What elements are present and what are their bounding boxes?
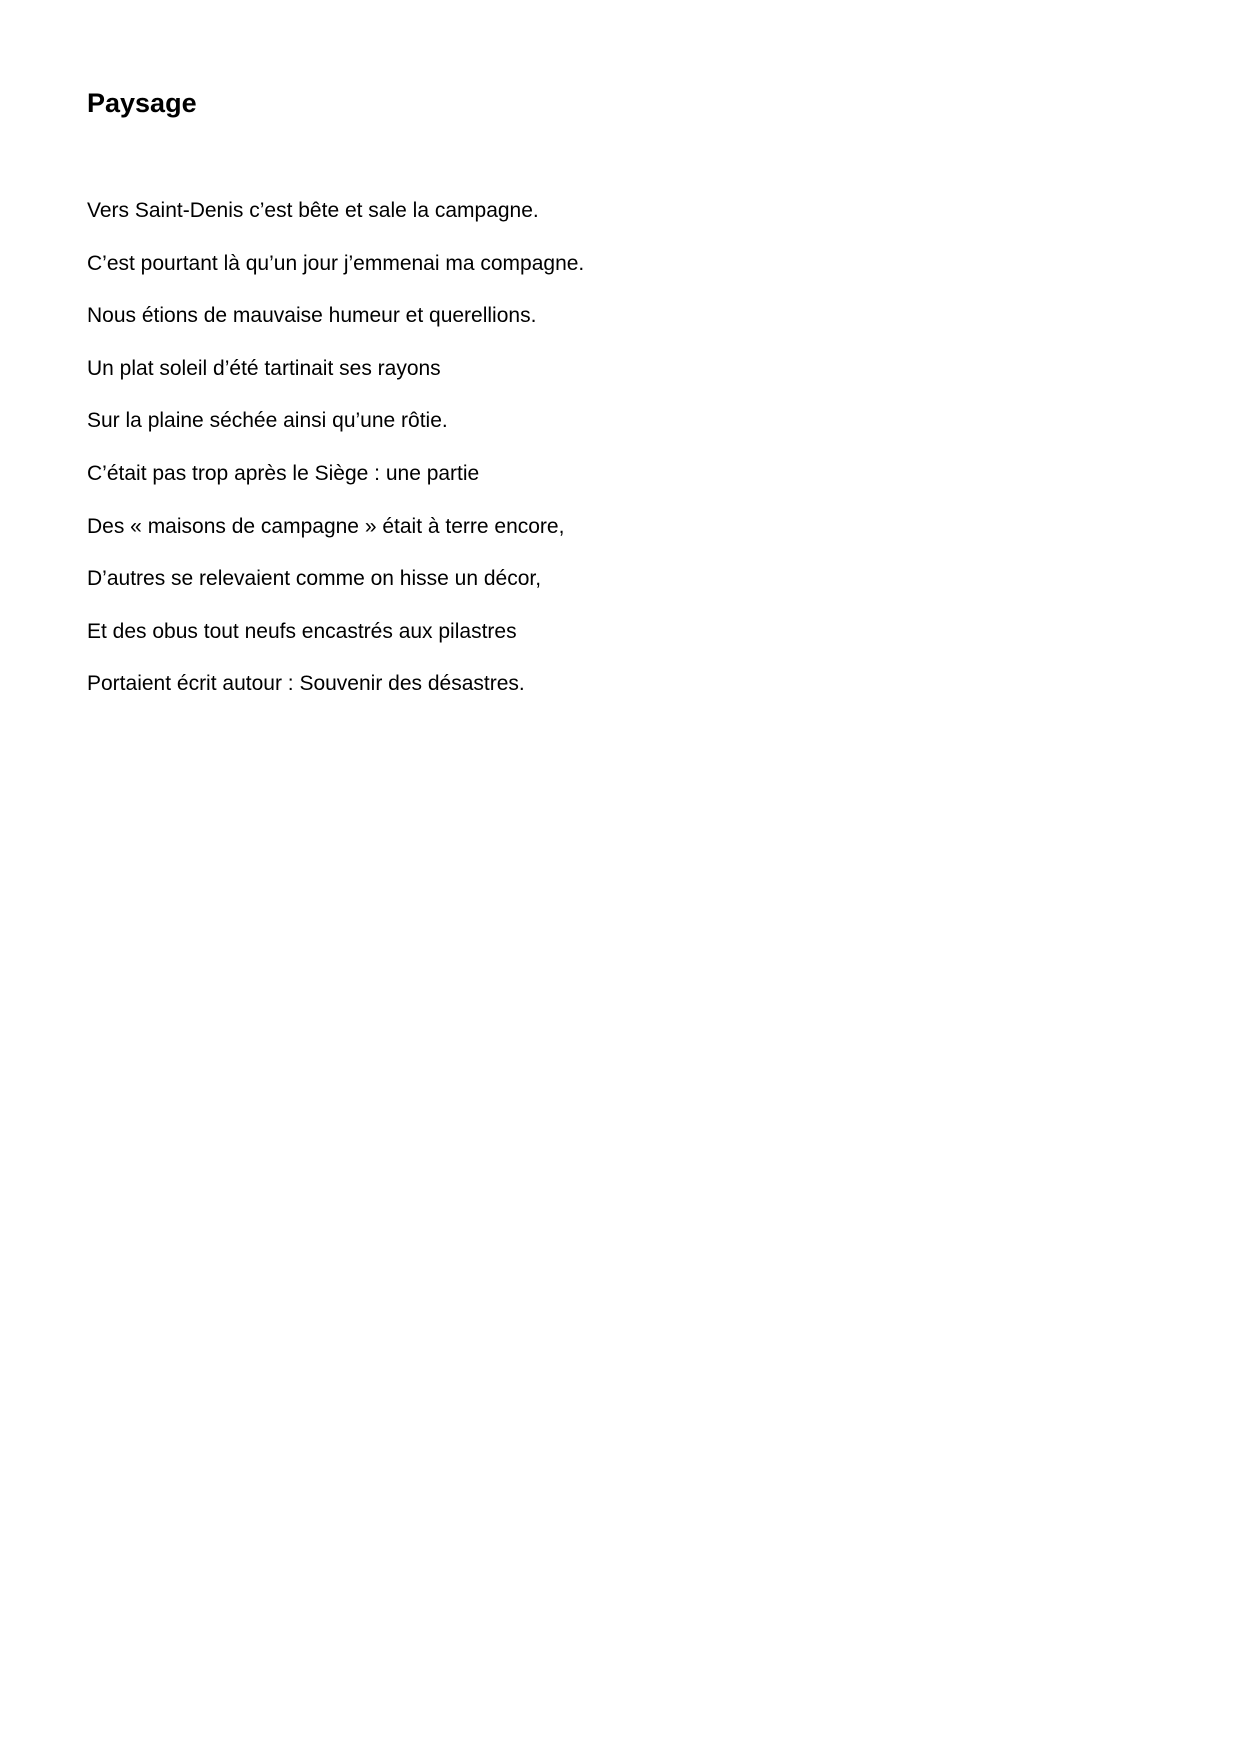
poem-line: Vers Saint-Denis c’est bête et sale la campagne. <box>87 199 539 222</box>
poem-line: C’était pas trop après le Siège : une partie <box>87 461 480 485</box>
poem-line: Portaient écrit autour : Souvenir des désastres. <box>87 672 525 696</box>
poem-line: Et des obus tout neufs encastrés aux pilastres <box>87 619 517 643</box>
poem-line: Des « maisons de campagne » était à terre encore, <box>87 514 565 538</box>
poem-line: Un plat soleil d’été tartinait ses rayons <box>87 356 441 380</box>
poem-line: Sur la plaine séchée ainsi qu’une rôtie. <box>87 409 448 433</box>
poem-line: D’autres se relevaient comme on hisse un décor, <box>87 567 542 591</box>
poem-line: Nous étions de mauvaise humeur et querellions. <box>87 304 537 328</box>
poem-body <box>87 197 584 723</box>
poem-line: C’est pourtant là qu’un jour j’emmenai ma compagne. <box>87 251 585 275</box>
poem-title: Paysage <box>87 88 197 118</box>
